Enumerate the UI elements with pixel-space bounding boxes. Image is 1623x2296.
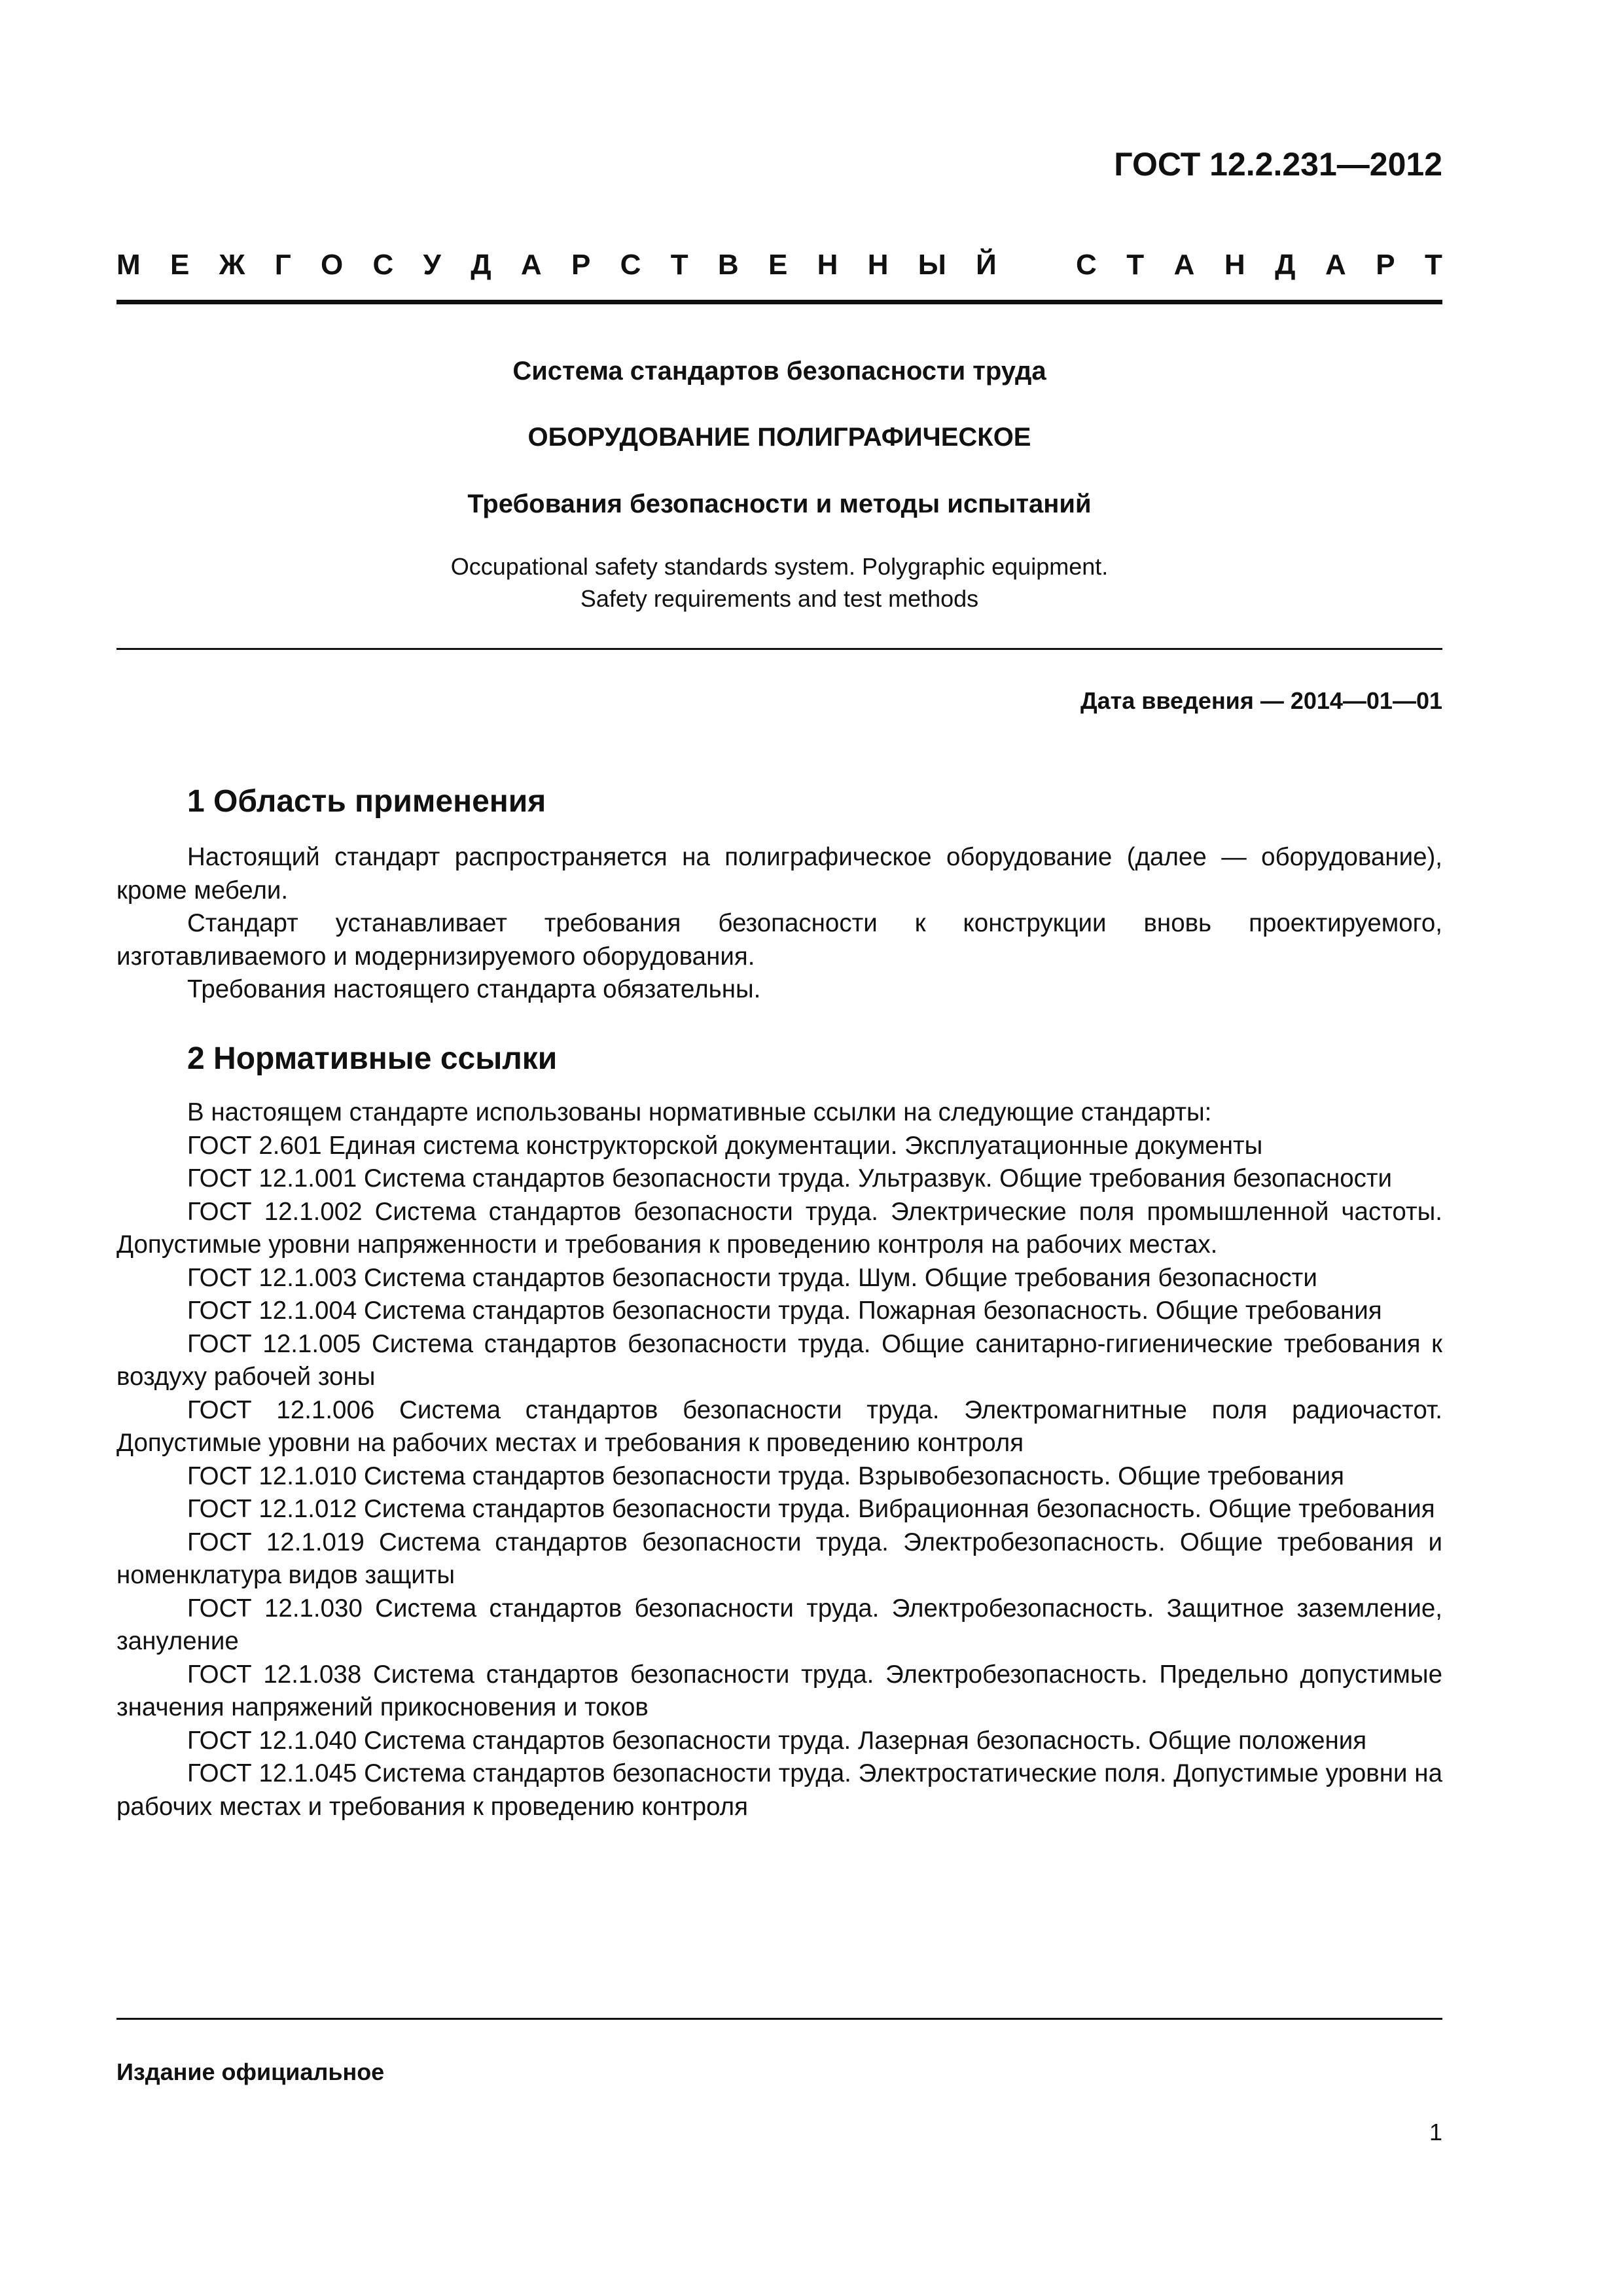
- reference-item: ГОСТ 12.1.001 Система стандартов безопасности труда. Ультразвук. Общие требования безопасности: [187, 1164, 1393, 1193]
- banner-letter: О: [320, 249, 344, 281]
- document-page: [116, 0, 1442, 2296]
- english-title-line-2: Safety requirements and test methods: [580, 585, 979, 612]
- banner-letter: А: [1325, 249, 1346, 281]
- banner-letter: В: [717, 249, 739, 281]
- footer-rule: [116, 2018, 1442, 2020]
- reference-item: ГОСТ 12.1.040 Система стандартов безопасности труда. Лазерная безопасность. Общие положения: [187, 1726, 1367, 1755]
- reference-item: ГОСТ 12.1.019 Система стандартов безопасности труда. Электробезопасность. Общие требования и номенклатура видов защиты: [116, 1528, 1442, 1589]
- banner-letter: Т: [1126, 249, 1145, 281]
- document-subtitle: Требования безопасности и методы испытаний: [467, 490, 1092, 518]
- reference-item: ГОСТ 2.601 Единая система конструкторской документации. Эксплуатационные документы: [187, 1131, 1263, 1160]
- paragraph: Требования настоящего стандарта обязательны.: [187, 975, 761, 1003]
- banner-letter: Е: [768, 249, 788, 281]
- section-1-body: [116, 841, 1442, 1007]
- english-title-line-1: Occupational safety standards system. Polygraphic equipment.: [450, 553, 1109, 580]
- section-2-body: [116, 1096, 1442, 1823]
- reference-item: ГОСТ 12.1.004 Система стандартов безопасности труда. Пожарная безопасность. Общие требования: [187, 1297, 1382, 1325]
- banner-letter: Ж: [219, 249, 245, 281]
- section-1-heading: 1 Область применения: [187, 784, 546, 819]
- header-rule: [116, 300, 1442, 304]
- document-number: ГОСТ 12.2.231—2012: [1114, 146, 1442, 183]
- reference-item: ГОСТ 12.1.002 Система стандартов безопасности труда. Электрические поля промышленной частоты. Допустимые уровни напряженности и требования к проведению контроля на рабочих местах.: [116, 1197, 1442, 1259]
- banner-letter: Г: [274, 249, 291, 281]
- reference-item: ГОСТ 12.1.030 Система стандартов безопасности труда. Электробезопасность. Защитное заземление, зануление: [116, 1594, 1442, 1655]
- reference-item: ГОСТ 12.1.038 Система стандартов безопасности труда. Электробезопасность. Предельно допустимые значения напряжений прикосновения и токов: [116, 1660, 1442, 1721]
- paragraph: Настоящий стандарт распространяется на полиграфическое оборудование (далее — оборудование), кроме мебели.: [116, 843, 1442, 905]
- banner-letter: Е: [169, 249, 190, 281]
- page-number: 1: [1429, 2119, 1442, 2145]
- banner-letter: Т: [670, 249, 688, 281]
- banner-letter: С: [1076, 249, 1097, 281]
- banner-letter: Н: [1224, 249, 1245, 281]
- section-2-heading: 2 Нормативные ссылки: [187, 1041, 558, 1076]
- reference-item: ГОСТ 12.1.005 Система стандартов безопасности труда. Общие санитарно-гигиенические требования к воздуху рабочей зоны: [116, 1329, 1442, 1391]
- reference-item: ГОСТ 12.1.003 Система стандартов безопасности труда. Шум. Общие требования безопасности: [187, 1263, 1317, 1292]
- title-block-rule: [116, 648, 1442, 650]
- banner-letter: Р: [571, 249, 591, 281]
- reference-item: ГОСТ 12.1.012 Система стандартов безопасности труда. Вибрационная безопасность. Общие требования: [187, 1495, 1435, 1523]
- banner-word-1: [116, 249, 997, 281]
- introduction-date: Дата введения — 2014—01—01: [1080, 687, 1442, 714]
- banner-letter: Т: [1425, 249, 1442, 281]
- banner-letter: А: [1173, 249, 1195, 281]
- banner-letter: С: [620, 249, 641, 281]
- banner-letter: А: [520, 249, 542, 281]
- reference-item: ГОСТ 12.1.045 Система стандартов безопасности труда. Электростатические поля. Допустимые уровни на рабочих местах и требования к проведению контроля: [116, 1759, 1442, 1821]
- banner-letter: Н: [817, 249, 838, 281]
- document-title: ОБОРУДОВАНИЕ ПОЛИГРАФИЧЕСКОЕ: [527, 423, 1031, 452]
- reference-item: ГОСТ 12.1.010 Система стандартов безопасности труда. Взрывобезопасность. Общие требования: [187, 1462, 1344, 1490]
- edition-label: Издание официальное: [116, 2058, 385, 2085]
- banner-word-2: [1076, 249, 1442, 281]
- banner-letter: Д: [1275, 249, 1296, 281]
- banner-letter: Ы: [918, 249, 946, 281]
- banner-letter: С: [372, 249, 394, 281]
- banner-letter: Д: [471, 249, 491, 281]
- series-title: Система стандартов безопасности труда: [512, 357, 1046, 386]
- paragraph: Стандарт устанавливает требования безопасности к конструкции вновь проектируемого, изготавливаемого и модернизируемого оборудования.: [116, 909, 1442, 971]
- banner-letter: У: [423, 249, 441, 281]
- banner-letter: М: [116, 249, 141, 281]
- standard-kind-banner: [116, 249, 1442, 281]
- banner-letter: Н: [867, 249, 889, 281]
- banner-letter: Р: [1376, 249, 1395, 281]
- reference-item: ГОСТ 12.1.006 Система стандартов безопасности труда. Электромагнитные поля радиочастот. Допустимые уровни на рабочих местах и требования к проведению контроля: [116, 1395, 1442, 1457]
- banner-letter: Й: [976, 249, 997, 281]
- paragraph: В настоящем стандарте использованы нормативные ссылки на следующие стандарты:: [187, 1098, 1212, 1126]
